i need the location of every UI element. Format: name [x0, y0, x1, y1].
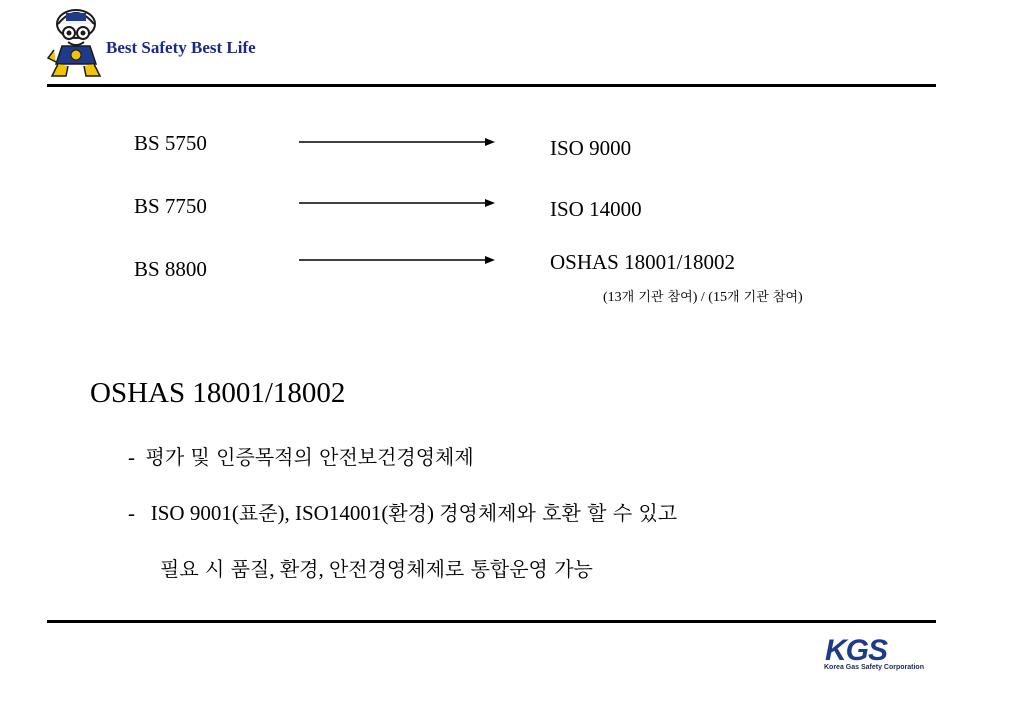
arrow-icon	[299, 254, 495, 266]
bullet-item-2: - ISO 9001(표준), ISO14001(환경) 경영체제와 호환 할 수 있고	[128, 501, 678, 525]
kgs-logo-text: KGS	[825, 634, 888, 667]
section-title: OSHAS 18001/18002	[90, 377, 346, 409]
source-standard-1: BS 5750	[134, 131, 207, 155]
kgs-mascot-icon	[44, 4, 108, 80]
bottom-divider	[47, 620, 936, 623]
source-standard-3: BS 8800	[134, 257, 207, 281]
participation-note: (13개 기관 참여) / (15개 기관 참여)	[603, 290, 803, 305]
source-standard-2: BS 7750	[134, 194, 207, 218]
top-divider	[47, 84, 936, 87]
target-standard-2: ISO 14000	[550, 197, 642, 221]
slogan: Best Safety Best Life	[106, 38, 256, 57]
arrow-icon	[299, 136, 495, 148]
bullet-item-2-continuation: 필요 시 품질, 환경, 안전경영체제로 통합운영 가능	[160, 557, 593, 581]
bullet-item-1: - 평가 및 인증목적의 안전보건경영체제	[128, 445, 474, 469]
arrow-icon	[299, 197, 495, 209]
target-standard-3: OSHAS 18001/18002	[550, 250, 735, 274]
target-standard-1: ISO 9000	[550, 136, 632, 160]
kgs-logo-tagline: Korea Gas Safety Corporation	[824, 664, 924, 671]
